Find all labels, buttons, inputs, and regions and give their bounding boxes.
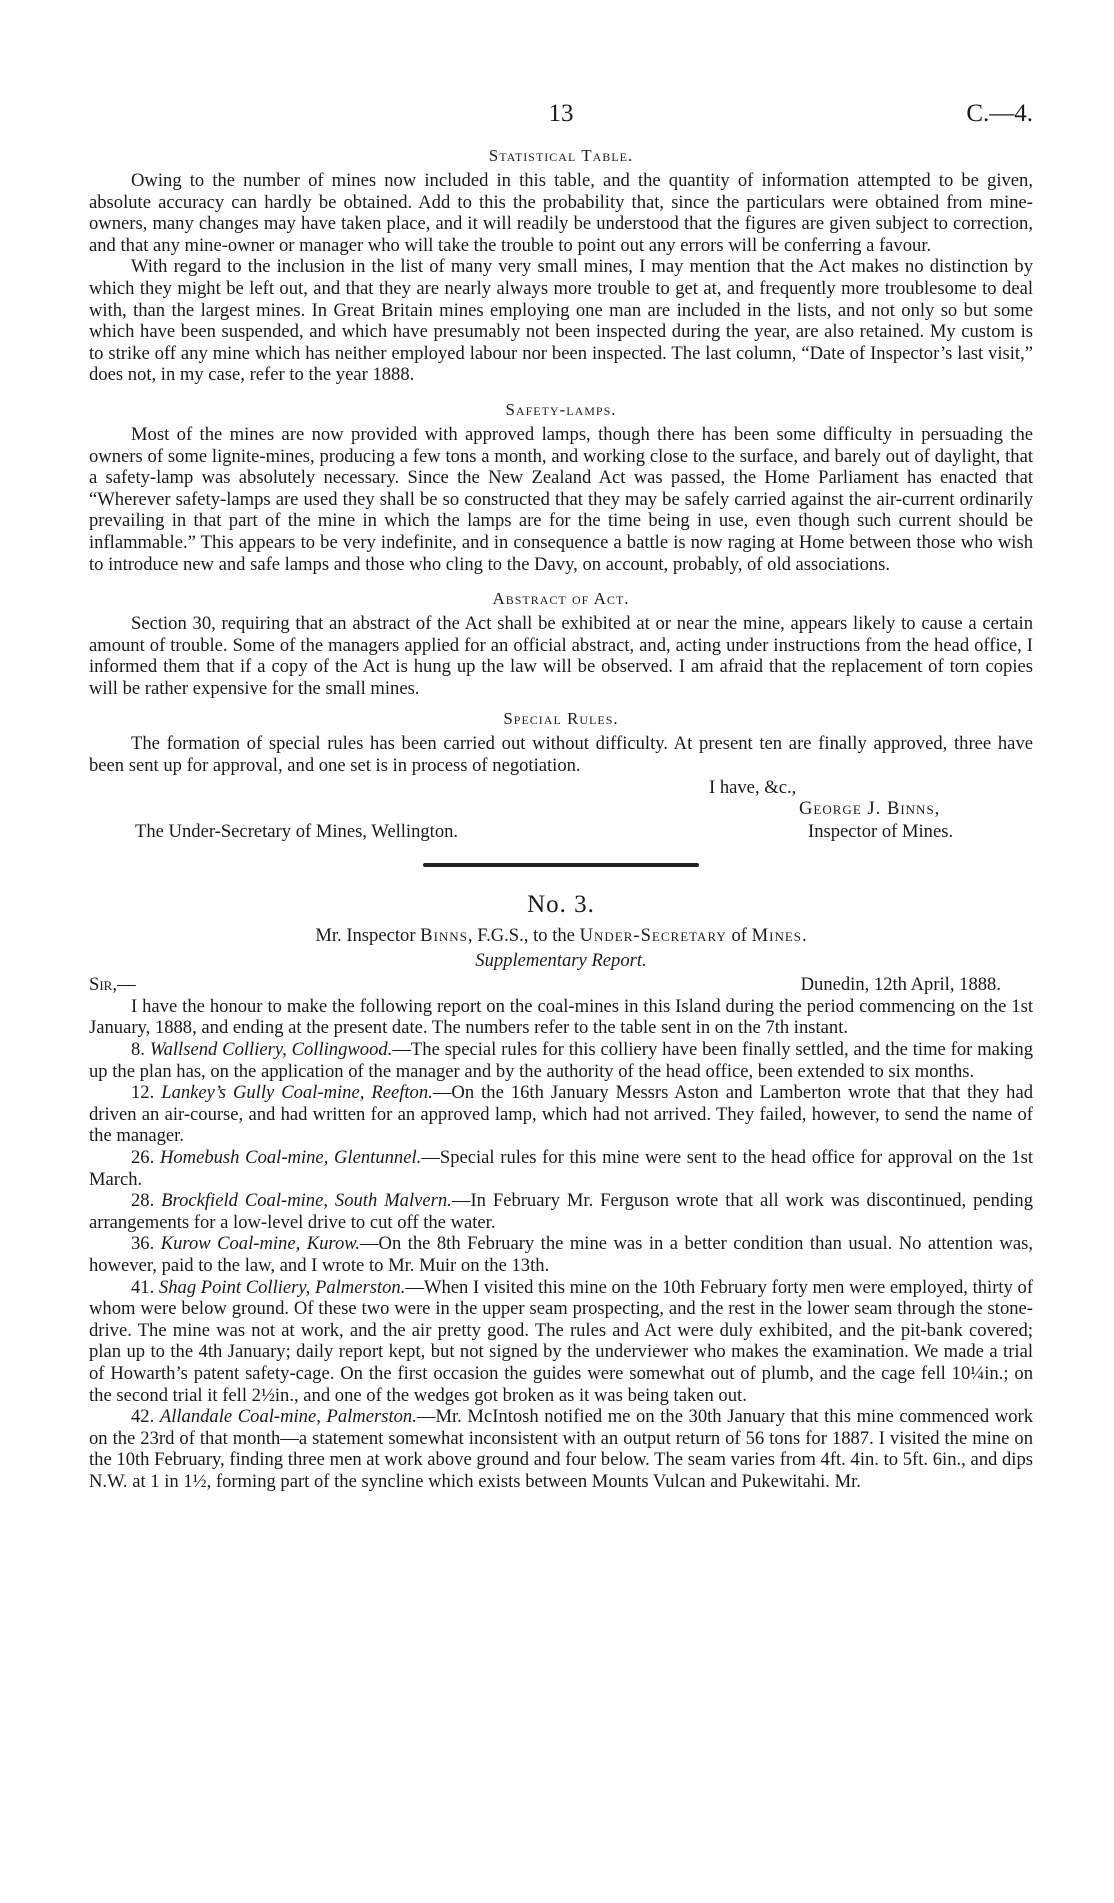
entry-title: Lankey’s Gully Coal-mine, Reefton. bbox=[161, 1082, 433, 1104]
report-entry bbox=[89, 1082, 1033, 1147]
report-entry bbox=[89, 1039, 1033, 1082]
entry-text: —On the 16th January Messrs Aston and Lamberton wrote that that they had driven an air-course, and had written for an approved lamp, which had not arrived. They failed, however, to send the name of the manager. bbox=[89, 1082, 1034, 1147]
report-entries bbox=[89, 1039, 1033, 1492]
entry-text: —In February Mr. Ferguson wrote that all work was discontinued, pending arrangements for a low-level drive to cut off the water. bbox=[89, 1190, 1034, 1233]
entry-text: —Special rules for this mine were sent to the head office for approval on the 1st March. bbox=[89, 1147, 1033, 1190]
entry-title: Homebush Coal-mine, Glentunnel. bbox=[159, 1147, 422, 1168]
closing: I have, &c., bbox=[709, 776, 797, 798]
entry-text: —When I visited this mine on the 10th February forty men were employed, thirty of whom were below ground. Of these two were in the upper seam prospecting, and the rest in the lower seam through the stone-drive. The mine was not at work, and the air pretty good. The rules and Act were duly exhibited, and the pit-bank covered; plan up to the 4th January; daily report kept, but not signed by the underviewer who makes the examination. We made a trial of Howarth’s patent safety-cage. On the first occasion the guides were somewhat out of plumb, and the cage fell 10¼in.; on the second trial it fell 2½in., and one of the wedges got broken as it was being taken out. bbox=[89, 1276, 1034, 1406]
paragraph: Section 30, requiring that an abstract of the Act shall be exhibited at or near the mine, appears likely to cause a certain amount of trouble. Some of the managers applied for an official abstract, and, acting under instructions from the head office, I informed them that if a copy of the Act is hung up the law will be observed. I am afraid that the replacement of torn copies will be rather expensive for the small mines. bbox=[89, 613, 1033, 699]
letter-date: Dunedin, 12th April, 1888. bbox=[800, 973, 1001, 995]
report-entry bbox=[89, 1406, 1033, 1492]
paragraph: The formation of special rules has been carried out without difficulty. At present ten are finally approved, three have been sent up for approval, and one set is in process of negotiation. bbox=[89, 733, 1033, 777]
entry-title: Allandale Coal-mine, Palmerston. bbox=[159, 1406, 417, 1428]
entry-number: 12. bbox=[131, 1082, 162, 1104]
entry-number: 8. bbox=[131, 1039, 150, 1061]
report-number: No. 3. bbox=[527, 890, 595, 918]
report-intro: I have the honour to make the following report on the coal-mines in this Island during the period commencing on the 1st January, 1888, and ending at the present date. The numbers refer to the table sent in on the 7th instant. bbox=[89, 995, 1033, 1039]
to-name: Under-Secretary bbox=[579, 924, 727, 946]
entry-text: —The special rules for this colliery have been finally settled, and the time for making up the plan has, on the application of the manager and by the authority of the head office, been extended to six months. bbox=[89, 1039, 1033, 1082]
entry-number: 28. bbox=[131, 1190, 162, 1212]
paragraph: Most of the mines are now provided with approved lamps, though there has been some difficulty in persuading the owners of some lignite-mines, producing a few tons a month, and working close to the surface, and barely out of daylight, that a safety-lamp was absolutely necessary. Since the New Zealand Act was passed, the Home Parliament has enacted that “Wherever safety-lamps are used they shall be so constructed that they may be safely carried against the air-current ordinarily prevailing in that part of the mine in which the lamps are for the time being in use, even though such current should be inflammable.” This appears to be very indefinite, and in consequence a battle is now raging at Home between those who wish to introduce new and safe lamps and those who cling to the Davy, on account, probably, of old associations. bbox=[89, 423, 1033, 575]
section-heading-abstract-of-act: Abstract of Act. bbox=[492, 589, 630, 609]
paragraph: With regard to the inclusion in the list of many very small mines, I may mention that the Act makes no distinction by which they might be left out, and that they are nearly always more trouble to get at, and frequently more troublesome to deal with, than the largest mines. In Great Britain mines employing one man are included in the lists, and not only so but some which have been suspended, and which have presumably not been inspected during the year, are also retained. My custom is to strike off any mine which has neither employed labour nor been inspected. The last column, “Date of Inspector’s last visit,” does not, in my case, refer to the year 1888. bbox=[89, 256, 1033, 386]
paragraph: Owing to the number of mines now included in this table, and the quantity of information attempted to be given, absolute accuracy can hardly be obtained. Add to this the probability that, since the particulars were obtained from mine-owners, many changes may have taken place, and it will readily be understood that the figures are given subject to correction, and that any mine-owner or manager who will take the trouble to point out any errors will be conferring a favour. bbox=[89, 170, 1033, 256]
salutation-line bbox=[89, 974, 1033, 996]
report-entry bbox=[89, 1233, 1033, 1276]
signatory-title: Inspector of Mines. bbox=[808, 820, 954, 842]
from-name: Binns bbox=[420, 924, 468, 946]
section-divider bbox=[423, 863, 699, 867]
signatory-name: George J. Binns, bbox=[799, 797, 941, 819]
entry-title: Kurow Coal-mine, Kurow. bbox=[160, 1233, 360, 1255]
entry-number: 42. bbox=[131, 1406, 160, 1428]
signature-block bbox=[89, 777, 1033, 843]
entry-title: Wallsend Colliery, Collingwood. bbox=[149, 1039, 393, 1061]
page-header bbox=[89, 100, 1033, 138]
report-entry bbox=[89, 1277, 1033, 1407]
entry-text: —On the 8th February the mine was in a better condition than usual. No attention was, however, paid to the law, and I wrote to Mr. Muir on the 13th. bbox=[89, 1233, 1033, 1276]
document-reference: C.—4. bbox=[966, 100, 1033, 127]
entry-title: Shag Point Colliery, Palmerston. bbox=[158, 1276, 406, 1298]
page-number: 13 bbox=[548, 100, 574, 127]
entry-text: —Mr. McIntosh notified me on the 30th January that this mine commenced work on the 23rd of that month—a statement somewhat inconsistent with an output return of 56 tons for 1887. I visited the mine on the 10th February, finding three men at work above ground and four below. The seam varies from 4ft. 4in. to 5ft. 6in., and dips N.W. at 1 in 1½, forming part of the syncline which exists between Mounts Vulcan and Pukewitahi. Mr. bbox=[89, 1406, 1033, 1492]
entry-number: 26. bbox=[131, 1147, 160, 1168]
addressee: The Under-Secretary of Mines, Wellington. bbox=[135, 820, 459, 842]
entry-number: 36. bbox=[131, 1233, 161, 1255]
report-from-to: Mr. Inspector Binns, F.G.S., to the Under-Secretary of Mines. bbox=[315, 924, 807, 946]
salutation: Sir,— bbox=[89, 973, 136, 995]
report-entry bbox=[89, 1147, 1033, 1190]
report-entry bbox=[89, 1190, 1033, 1233]
report-subtitle: Supplementary Report. bbox=[475, 950, 647, 972]
section-heading-special-rules: Special Rules. bbox=[503, 709, 619, 729]
document-page bbox=[89, 100, 1033, 1493]
section-heading-safety-lamps: Safety-lamps. bbox=[505, 399, 617, 419]
entry-title: Brockfield Coal-mine, South Malvern. bbox=[161, 1190, 452, 1212]
section-heading-statistical-table: Statistical Table. bbox=[488, 146, 634, 165]
entry-number: 41. bbox=[131, 1276, 159, 1298]
